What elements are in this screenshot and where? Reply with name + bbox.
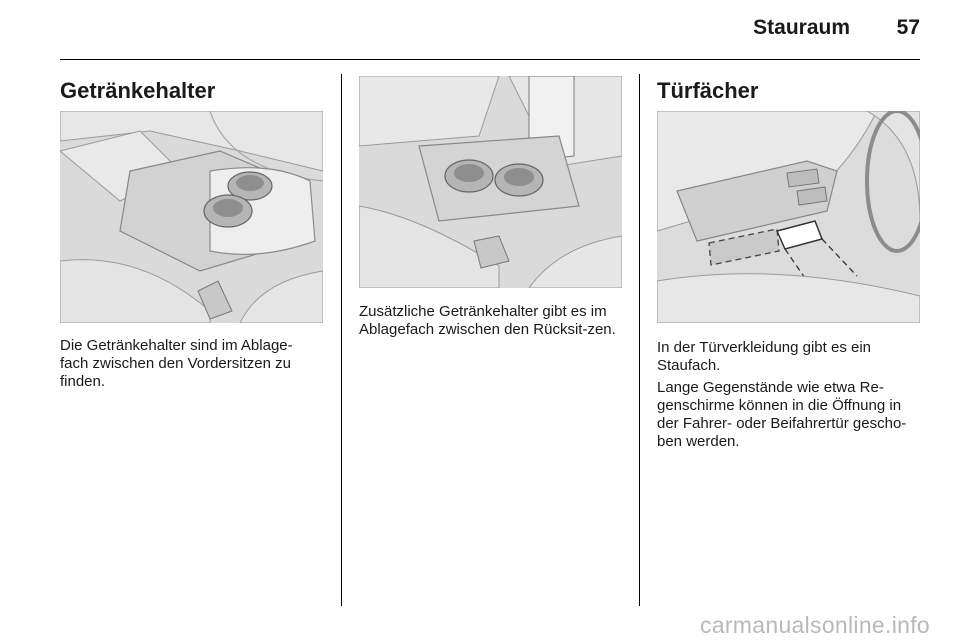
paragraph-door-pocket-intro: In der Türverkleidung gibt es ein Staufach.	[657, 339, 872, 374]
paragraph-cupholders-front: Die Getränkehalter sind im Ablage-fach zwischen den Vordersitzen zu finden.	[60, 337, 293, 390]
header-rule	[60, 59, 920, 60]
column-divider-2	[639, 74, 640, 606]
page-number: 57	[896, 16, 920, 39]
paragraph-cupholders-rear: Zusätzliche Getränkehalter gibt es im Ablagefach zwischen den Rücksit-zen.	[359, 303, 616, 338]
cupholder-front-illustration	[60, 111, 323, 323]
paragraph-door-pocket-long-items: Lange Gegenstände wie etwa Re-genschirme können in die Öffnung in der Fahrer- oder Beifahrertür gescho-ben werden.	[657, 379, 907, 450]
section-heading-cupholders: Getränkehalter	[60, 78, 216, 103]
cupholder-rear-illustration	[359, 76, 622, 288]
header-title: Stauraum	[753, 16, 850, 39]
section-heading-door-pockets: Türfächer	[657, 78, 759, 103]
watermark: carmanualsonline.info	[699, 612, 930, 638]
column-divider-1	[341, 74, 342, 606]
door-pocket-illustration	[657, 111, 920, 323]
